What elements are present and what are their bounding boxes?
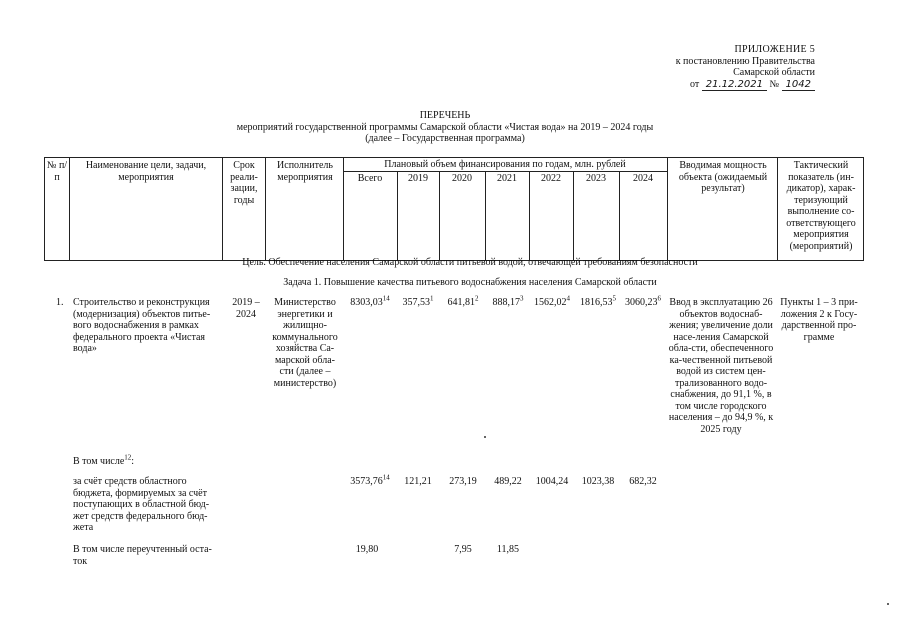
task-text: Задача 1. Повышение качества питьевого водоснабжения населения Самарской области [283,277,657,288]
row1-total: 8303,03$^{14}$ [350,294,390,308]
goal-text: Цель. Обеспечение населения Самарской области питьевой водой, отвечающей требованиям безопасности [242,257,698,268]
header-year-2021: 2021 [497,173,517,184]
row1-2019: 357,53$^1$ [402,294,434,308]
header-year-2019: 2019 [408,173,428,184]
document-title [180,110,710,145]
row1-capacity: Ввод в эксплуатацию 26 объектов водоснаб-жения; увеличение доли насе-ления Самарской обла-сти, обеспеченного ка-чественной питьевой водой из систем цен-трализованного водо-снабжения, до 91,1 %, в том числе городского населения – до 94,9 %, к 2025 году [668,297,774,435]
row1-2022: 1562,02$^4$ [534,294,570,308]
row1-2023: 1816,53$^5$ [580,294,616,308]
regional-name: за счёт средств областного бюджета, формируемых за счёт поступающих в областной бюд-жет средств федерального бюд-жета [73,476,210,533]
regional-2023: 1023,38 [581,476,615,487]
header-year-2023: 2023 [586,173,606,184]
date-value: 21.12.2021 [702,79,767,91]
row1-indicator: Пункты 1 – 3 при-ложения 2 к Госу-дарственной про-грамме [780,297,858,343]
header-executor: Исполнитель мероприятия [277,160,333,183]
title-line3: (далее – Государственная программа) [365,133,525,144]
date-prefix: от [689,79,700,90]
header-year-2020: 2020 [452,173,472,184]
title-line1: ПЕРЕЧЕНЬ [419,110,471,121]
header-no: № п/п [46,160,68,183]
table-header [44,157,864,261]
row1-term: 2019 – 2024 [232,297,260,320]
appendix-block [600,44,815,79]
regional-2022: 1004,24 [535,476,569,487]
header-year-2022: 2022 [541,173,561,184]
row1-executor: Министерство энергетики и жилищно-коммунального хозяйства Са-марской обла-сти (далее – министерство) [272,297,338,389]
scan-speck [484,436,486,438]
including-label: В том числе$^{12}$: [73,453,135,467]
regional-2020: 273,19 [449,476,477,487]
row1-2021: 888,17$^3$ [492,294,524,308]
row1-2020: 641,81$^2$ [447,294,479,308]
header-term: Срок реали-зации, годы [230,160,258,206]
header-capacity: Вводимая мощность объекта (ожидаемый результат) [678,160,768,194]
appendix-line2: Самарской области [733,67,815,78]
appendix-title: ПРИЛОЖЕНИЕ 5 [734,44,815,55]
balance-name: В том числе переучтенный оста-ток [73,544,212,567]
header-funding-group: Плановый объем финансирования по годам, млн. рублей [384,159,626,170]
header-year-2024: 2024 [633,173,653,184]
header-total: Всего [357,173,383,184]
regional-2019: 121,21 [404,476,432,487]
number-value: 1042 [782,79,815,91]
balance-2021: 11,85 [496,544,520,555]
row1-2024: 3060,23$^6$ [625,294,661,308]
regional-2021: 489,22 [494,476,522,487]
header-name: Наименование цели, задачи, мероприятия [85,160,207,183]
scan-speck [887,603,889,605]
row1-name: Строительство и реконструкция (модернизация) объектов питье-вого водоснабжения в рамках федерального проекта «Чистая вода» [73,297,211,354]
appendix-line1: к постановлению Правительства [675,55,815,67]
header-indicator: Тактический показатель (ин-дикатор), харак-теризующий выполнение со-ответствующего мероприятия (мероприятий) [786,160,856,252]
title-line2: мероприятий государственной программы Самарской области «Чистая вода» на 2019 – 2024 годы [236,121,654,133]
date-line [600,79,815,90]
number-prefix: № [769,79,780,90]
regional-2024: 682,32 [629,476,657,487]
regional-total: 3573,76$^{14}$ [350,473,390,487]
balance-total: 19,80 [355,544,379,555]
balance-2020: 7,95 [454,544,472,555]
row1-no: 1. [56,297,64,308]
